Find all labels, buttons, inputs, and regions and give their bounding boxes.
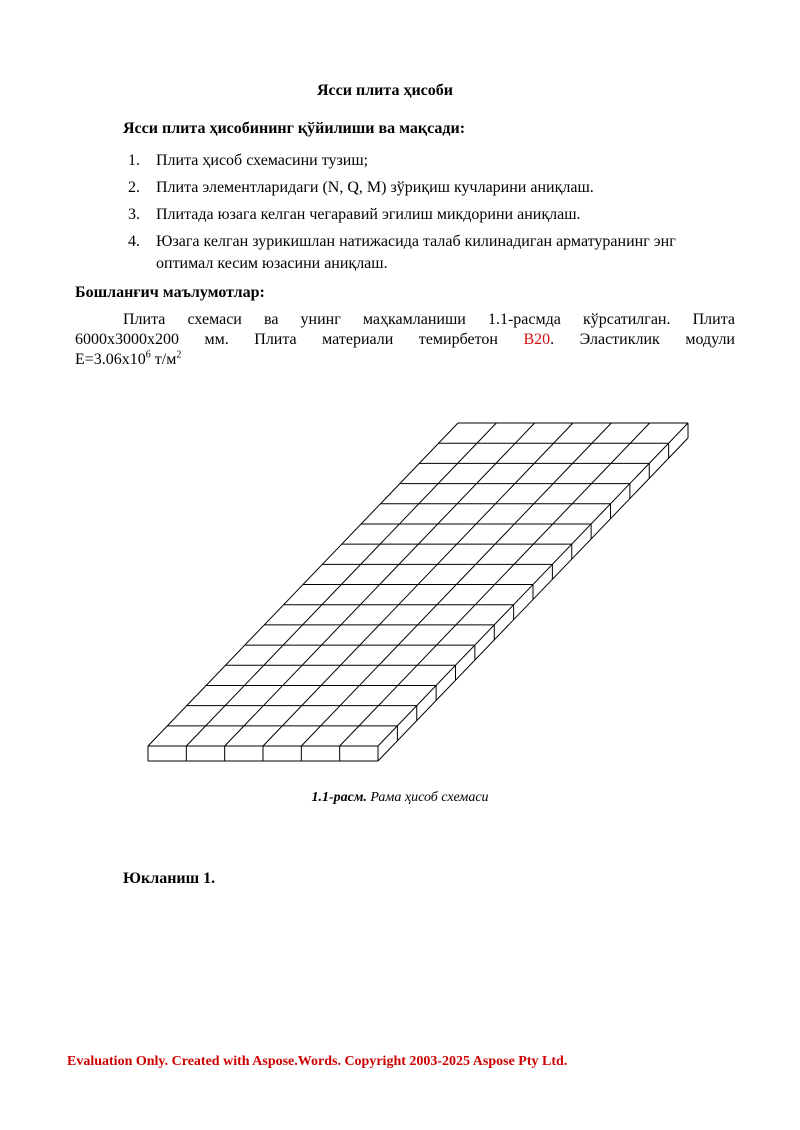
superscript: 6 bbox=[145, 349, 151, 361]
document-title: Ясси плита ҳисоби bbox=[317, 82, 453, 99]
slab-grid-figure bbox=[140, 415, 720, 775]
figure-caption bbox=[0, 790, 800, 806]
paragraph-text: 6000x3000x200 мм. Плита материали темирбетон bbox=[75, 331, 524, 348]
goal-item bbox=[128, 231, 728, 275]
caption-text: Рама ҳисоб схемаси bbox=[366, 790, 489, 805]
goal-text: Юзага келган зурикишлан натижасида талаб килинадиган арматуранинг энг оптимал кесим юзасини аниқлаш. bbox=[156, 233, 676, 272]
goal-text: Плита ҳисоб схемасини тузиш; bbox=[156, 152, 369, 169]
caption-label: 1.1-расм. bbox=[311, 790, 367, 805]
paragraph-text: . Эластиклик модули bbox=[550, 331, 735, 348]
goal-text: Плитада юзага келган чегаравий эгилиш микдорини аниқлаш. bbox=[156, 206, 581, 223]
paragraph-line: Плита схемаси ва унинг маҳкамланиши 1.1-расмда кўрсатилган. Плита bbox=[123, 311, 735, 328]
goal-number: 4. bbox=[128, 233, 140, 250]
paragraph-line bbox=[75, 330, 735, 350]
paragraph-text: E=3.06x10 bbox=[75, 351, 146, 368]
evaluation-watermark: Evaluation Only. Created with Aspose.Words. Copyright 2003-2025 Aspose Pty Ltd. bbox=[67, 1054, 568, 1069]
initial-data-heading: Бошланғич маълумотлар: bbox=[75, 284, 265, 301]
paragraph-text: т/м bbox=[150, 351, 177, 368]
goal-number: 2. bbox=[128, 179, 140, 196]
goal-item bbox=[128, 150, 728, 172]
initial-data-paragraph bbox=[75, 310, 735, 370]
goal-item bbox=[128, 204, 728, 226]
goals-list bbox=[128, 150, 728, 280]
elasticity-modulus bbox=[75, 350, 735, 370]
loading-heading: Юкланиш 1. bbox=[123, 870, 216, 887]
goal-text: Плита элементларидаги (N, Q, M) зўриқиш кучларини аниқлаш. bbox=[156, 179, 594, 196]
goal-number: 3. bbox=[128, 206, 140, 223]
concrete-grade: B20 bbox=[523, 331, 551, 348]
goal-item bbox=[128, 177, 728, 199]
goal-number: 1. bbox=[128, 152, 140, 169]
goals-subheading: Ясси плита ҳисобининг қўйилиши ва мақсади: bbox=[123, 120, 466, 137]
superscript: 2 bbox=[176, 349, 182, 361]
